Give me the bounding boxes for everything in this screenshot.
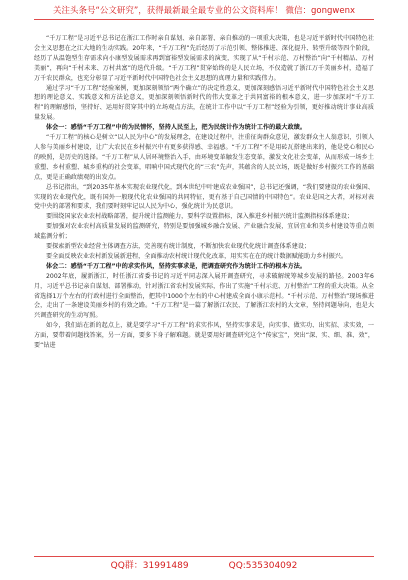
body-paragraph: 要探索新型农业经营主体调查方法，完善现有统计制度，不断加快农业现代化统计调查体系建设； bbox=[46, 243, 311, 251]
body-paragraph: 通过学习“千万工程”经验案例，更加深刻领悟“两个确立”的决定性意义，更加深刻感悟习近平新时代中国特色社会主义思想的理论意义、实践意义和方法论意义，更加深刻领悟新时代的伟大变革之于共同富裕的根本意义，进一步加深对“千万工程”的理解感悟，坚持好、运用好贯穿其中的立场观点方法，在统计工作中以“千万工程”经验为引领，更好推动统计事业高质量发展。 bbox=[34, 84, 374, 122]
section-heading-two: 体会二：感悟“千万工程”中的求实作风，坚持实事求是，把调查研究作为统计工作的根本方法。 bbox=[46, 262, 307, 270]
banner-divider bbox=[34, 19, 374, 20]
qq-text: QQ:535304092 bbox=[228, 561, 298, 571]
body-paragraph: 如今，我们站在新的起点上，就是要学习“千万工程”的求实作风，坚持实事求是，向实事、做实功、出实招、求实效，一方面，要带着问题找答案，另一方面，要多下身子解难题。就是要用好调查研究这个“传家宝”，突出“深、实、细、准、效”，要“钻进 bbox=[34, 322, 374, 350]
qq-group-text: QQ群：31991489 bbox=[110, 561, 189, 571]
footer-divider bbox=[34, 556, 374, 557]
banner-text: 关注头条号“公文研究”，获得最新最全最专业的公文资料库！ 微信：gongwenx bbox=[53, 6, 355, 16]
body-paragraph: 要加强对农业农村高质量发展的监测研究，特别是要加强城乡融合发展、产业融合发展，宜居宜业和美乡村建设等重点领域监测分析； bbox=[34, 223, 374, 241]
contact-footer bbox=[0, 556, 408, 574]
body-paragraph: “千万工程”的核心是树立“以人民为中心”的发展理念，在建设过程中，注重征询群众意见，激发群众主人翁意识，引领人人参与美丽乡村建设，让广大农民在乡村振兴中有更多获得感、幸福感。“千万工程”不是用砖瓦搭建出来的，他是党心和民心的映照，是历史的选择。“千万工程”从人居环境整治入手，由环境变革触发生态变革，激发文化社会变革，从而形成一场乡土重塑、乡村重塑、城乡重构的社会变革，唱响中国式现代化的“三农”先声，其蕴含的人民立场，既是做好乡村振兴工作的基础点，更是正确政绩观的出发点。 bbox=[34, 134, 374, 181]
document-body bbox=[34, 34, 374, 550]
body-paragraph: 总书记指出，“到2035年基本实现农业现代化，到本世纪中叶建成农业强国”，总书记还强调，“我们要建设的农业强国、实现的农业现代化，既有国外一般现代化农业强国的共同特征，更有基于自己国情的中国特色”。农业是国之大者，对标对表党中央的部署和要求，我们要时刻牢记以人民为中心，强化统计为民意识。 bbox=[34, 183, 374, 211]
body-paragraph: 要全面反映农业农村新发展新进程，全面推动农村统计现代化改革，用实实在在的统计数据赋能助力乡村振兴。 bbox=[46, 252, 348, 260]
intro-paragraph: “千万工程”是习近平总书记在浙江工作时亲自谋划、亲自部署、亲自推动的一项重大决策，也是习近平新时代中国特色社会主义思想在之江大地的生动实践。20年来，“千万工程”先后经历了示范引领、整体推进、深化提升、转型升级等四个阶段，经历了从温饱型生存需求向小康型发展需求再到富裕型发展需求的演变，实现了从“千村示范、万村整治”向“千村精品、万村美丽”，再向“千村未来、万村共富”的迭代升级。“千万工程”贯穿始终的是人民立场，不仅造就了浙江万千美丽乡村，造福了万千农民群众，也充分彰显了习近平新时代中国特色社会主义思想的真理力量和实践伟力。 bbox=[34, 35, 374, 82]
section-heading-one: 体会一：感悟“千万工程”中的为民情怀，坚持人民至上，把为民统计作为统计工作的最大政绩。 bbox=[46, 124, 307, 132]
body-paragraph: 2002年底，履新浙江，时任浙江省委书记的习近平同志深入展开调查研究，寻求破解统筹城乡发展的路径。2003年6月，习近平总书记亲自谋划、部署推动，针对浙江省农村发展实际，作出了实施“千村示范、万村整治”工程的重大决策。从全省选择1万个左右的行政村进行全面整治，把其中1000个左右的中心村建成全面小康示范村。“千村示范、万村整治”现场推进会，走出了一条建设美丽乡村的有效之路。“千万工程”是一篇了解浙江农民、了解浙江农村的大文章，坚持问题导向，也是大兴调查研究的生动写照。 bbox=[34, 272, 374, 320]
body-paragraph: 要围绕国家农业农村战略部署，提升统计监测能力，要科学设置指标，深入推进乡村振兴统计监测指标体系建设； bbox=[46, 213, 354, 221]
promo-banner bbox=[0, 6, 408, 28]
